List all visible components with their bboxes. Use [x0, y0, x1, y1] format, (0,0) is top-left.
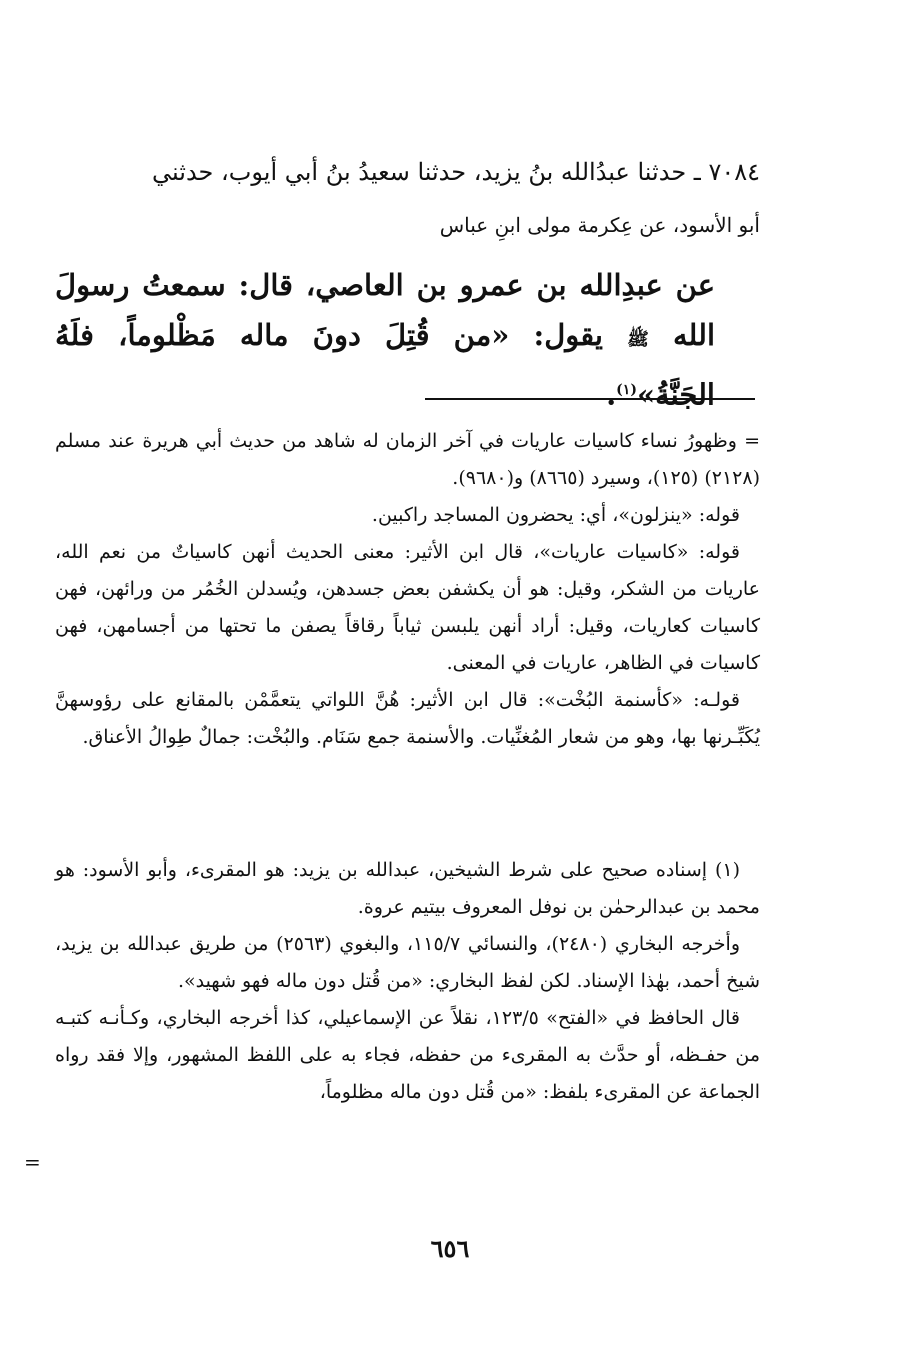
footnotes-continued — [55, 423, 760, 756]
footnote-paragraph: قال الحافظ في «الفتح» ١٢٣/٥، نقلاً عن الإسماعيلي، كذا أخرجه البخاري، وكـأنـه كتبـه من حفـظه، أو حدَّث به المقرىء من حفظه، فجاء به على اللفظ المشهور، وإلا فقد رواه الجماعة عن المقرىء بلفظ: «من قُتل دون ماله مظلوماً، — [55, 1007, 760, 1103]
hadith-isnad-line-1: ٧٠٨٤ ـ حدثنا عبدُالله بنُ يزيد، حدثنا سعيدُ بنُ أبي أيوب، حدثني — [152, 158, 760, 186]
footnote-paragraph: وأخرجه البخاري (٢٤٨٠)، والنسائي ١١٥/٧، والبغوي (٢٥٦٣) من طريق عبدالله بن يزيد، شيخ أحمد، بهٰذا الإسناد. لكن لفظ البخاري: «من قُتل دون ماله فهو شهيد». — [55, 933, 760, 992]
footnote-separator — [425, 398, 755, 400]
footnote-1 — [55, 852, 760, 1111]
footnote-paragraph: قوله: «ينزلون»، أي: يحضرون المساجد راكبين. — [371, 504, 740, 526]
footnote-paragraph: قوله: «كاسيات عاريات»، قال ابن الأثير: معنى الحديث أنهن كاسياتٌ من نعم الله، عاريات من الشكر، وقيل: هو أن يكشفن بعض جسدهن، ويُسدلن الخُمُر من ورائهن، فهن كاسيات كعاريات، وقيل: أراد أنهن يلبسن ثياباً رقاقاً يصفن ما تحتها من أجسامهن، فهن كاسيات في الظاهر، عاريات في المعنى. — [55, 541, 760, 674]
page-number: ٦٥٦ — [430, 1234, 470, 1263]
matn-end: . — [606, 377, 617, 412]
hadith-isnad-line-2: أبو الأسود، عن عِكرمة مولى ابنِ عباس — [439, 213, 760, 237]
footnote-paragraph: (١) إسناده صحيح على شرط الشيخين، عبدالله بن يزيد: هو المقرىء، وأبو الأسود: هو محمد بن عبدالرحمٰن بن نوفل المعروف بيتيم عروة. — [55, 859, 760, 918]
continuation-mark: = — [24, 1150, 41, 1174]
matn-part-a: عن عبدِالله بن عمرو بن العاصي، قال: سمعتُ رسولَ الله — [55, 268, 716, 352]
matn-part-b: يقول: «من قُتِلَ دونَ ماله مَظْلوماً، فلَهُ الجَنَّةُ» — [55, 318, 715, 412]
salawat-glyph: ﷺ — [627, 329, 649, 350]
footnote-paragraph: = وظهورُ نساء كاسيات عاريات في آخر الزمان له شاهد من حديث أبي هريرة عند مسلم (٢١٢٨) (١٢٥)، وسيرد (٨٦٦٥) و(٩٦٨٠). — [55, 430, 760, 489]
hadith-matn — [55, 260, 715, 420]
footnote-ref: (١) — [616, 382, 637, 398]
footnote-paragraph: قولـه: «كأسنمة البُخْت»: قال ابن الأثير: هُنَّ اللواتي يتعمَّمْن بالمقانع على رؤوسهنَّ يُكَبِّـرنها بها، وهو من شعار المُغنِّيات. والأسنمة جمع سَنَام. والبُخْت: جمالٌ طِوالُ الأعناق. — [55, 689, 760, 748]
